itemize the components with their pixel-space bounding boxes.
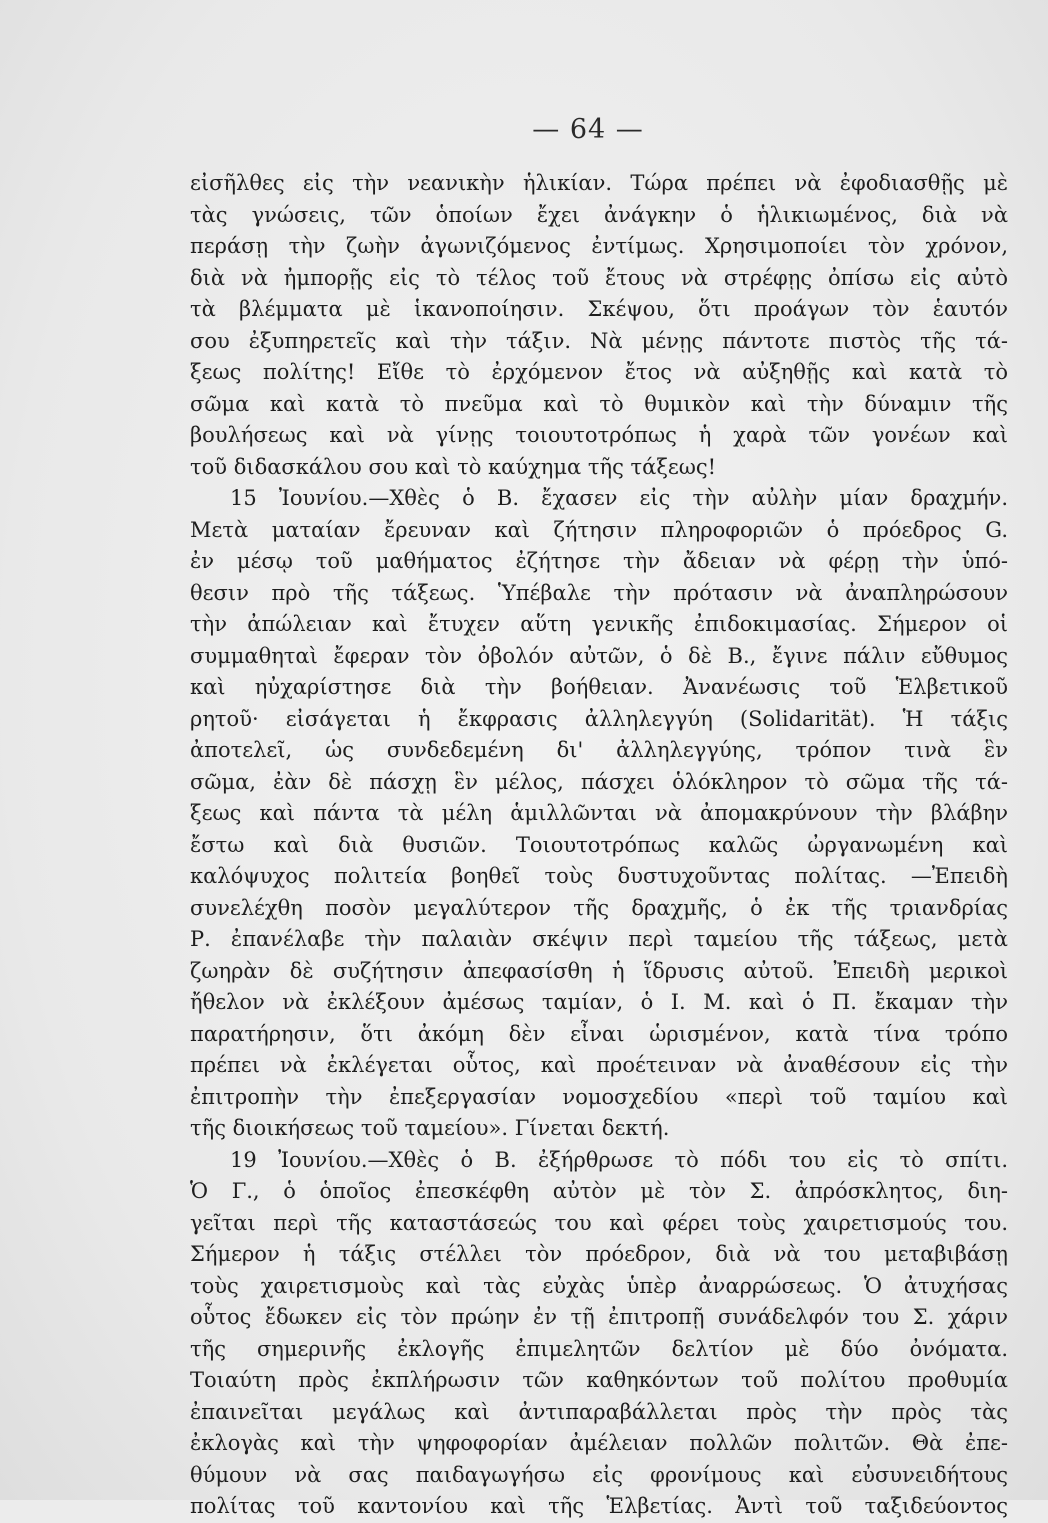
text-line: πρέπει νὰ ἐκλέγεται οὗτος, καὶ προέτειναν νὰ ἀναθέσουν εἰς τὴν (190, 1053, 1008, 1077)
text-line: τὰς γνώσεις, τῶν ὁποίων ἔχει ἀνάγκην ὁ ἡλικιωμένος, διὰ νὰ (190, 202, 1008, 227)
text-line-diary-entry: 15 Ἰουνίου.—Χθὲς ὁ Β. ἔχασεν εἰς τὴν αὐλὴν μίαν δραχμήν. (230, 486, 1008, 510)
text-line: ἐπιτροπὴν τὴν ἐπεξεργασίαν νομοσχεδίου «περὶ τοῦ ταμίου καὶ (190, 1084, 1008, 1109)
text-line: σῶμα, ἐὰν δὲ πάσχῃ ἓν μέλος, πάσχει ὁλόκληρον τὸ σῶμα τῆς τά- (190, 769, 1008, 794)
text-line: ρητοῦ· εἰσάγεται ἡ ἔκφρασις ἀλληλεγγύη (Solidarität). Ἡ τάξις (190, 706, 1008, 731)
text-line: Τοιαύτη πρὸς ἐκπλήρωσιν τῶν καθηκόντων τοῦ πολίτου προθυμία (190, 1368, 1008, 1392)
text-line: οὗτος ἔδωκεν εἰς τὸν πρώην ἐν τῇ ἐπιτροπῇ συνάδελφόν του Σ. χάριν (190, 1305, 1008, 1329)
text-line: καλόψυχος πολιτεία βοηθεῖ τοὺς δυστυχοῦντας πολίτας. —Ἐπειδὴ (190, 864, 1008, 888)
text-line: Μετὰ ματαίαν ἔρευναν καὶ ζήτησιν πληροφοριῶν ὁ πρόεδρος G. (190, 517, 1008, 542)
text-line: βουλήσεως καὶ νὰ γίνῃς τοιουτοτρόπως ἡ χαρὰ τῶν γονέων καὶ (190, 423, 1008, 447)
text-line: τοῦ διδασκάλου σου καὶ τὸ καύχημα τῆς τάξεως! (190, 454, 717, 479)
text-line: πολίτας τοῦ καντονίου καὶ τῆς Ἑλβετίας. Ἀντὶ τοῦ ταξιδεύοντος (190, 1494, 1008, 1518)
body-text (190, 168, 1008, 1523)
text-line: ἐκλογὰς καὶ τὴν ψηφοφορίαν ἀμέλειαν πολλῶν πολιτῶν. Θὰ ἐπε- (190, 1431, 1008, 1455)
text-line: θύμουν νὰ σας παιδαγωγήσω εἰς φρονίμους καὶ εὐσυνειδήτους (190, 1462, 1008, 1487)
text-line: ἀποτελεῖ, ὡς συνδεδεμένη δι' ἀλληλεγγύης, τρόπον τινὰ ἓν (190, 738, 1008, 762)
text-line-diary-entry: 19 Ἰουνίου.—Χθὲς ὁ Β. ἐξήρθρωσε τὸ πόδι του εἰς τὸ σπίτι. (230, 1147, 1008, 1172)
text-line: διὰ νὰ ἠμπορῇς εἰς τὸ τέλος τοῦ ἔτους νὰ στρέφῃς ὀπίσω εἰς αὐτὸ (190, 265, 1008, 290)
text-line: ξεως πολίτης! Εἴθε τὸ ἐρχόμενον ἔτος νὰ αὐξηθῇς καὶ κατὰ τὸ (190, 360, 1008, 384)
text-line: γεῖται περὶ τῆς καταστάσεώς του καὶ φέρει τοὺς χαιρετισμούς του. (190, 1210, 1008, 1235)
text-line: εἰσῆλθες εἰς τὴν νεανικὴν ἡλικίαν. Τώρα πρέπει νὰ ἐφοδιασθῇς μὲ (190, 171, 1008, 195)
text-line: Ρ. ἐπανέλαβε τὴν παλαιὰν σκέψιν περὶ ταμείου τῆς τάξεως, μετὰ (190, 927, 1008, 951)
text-line: τὴν ἀπώλειαν καὶ ἔτυχεν αὕτη γενικῆς ἐπιδοκιμασίας. Σήμερον οἱ (190, 612, 1008, 636)
text-line: παρατήρησιν, ὅτι ἀκόμη δὲν εἶναι ὡρισμένον, κατὰ τίνα τρόπο (190, 1021, 1008, 1046)
text-line: ἐπαινεῖται μεγάλως καὶ ἀντιπαραβάλλεται πρὸς τὴν πρὸς τὰς (190, 1399, 1008, 1424)
text-line: τῆς διοικήσεως τοῦ ταμείου». Γίνεται δεκτή. (190, 1116, 670, 1140)
text-line: συμμαθηταὶ ἔφεραν τὸν ὀβολόν αὐτῶν, ὁ δὲ Β., ἔγινε πάλιν εὔθυμος (190, 643, 1008, 668)
text-line: ζωηρὰν δὲ συζήτησιν ἀπεφασίσθη ἡ ἵδρυσις αὐτοῦ. Ἐπειδὴ μερικοὶ (190, 958, 1008, 983)
text-line: ἤθελον νὰ ἐκλέξουν ἀμέσως ταμίαν, ὁ Ι. Μ. καὶ ὁ Π. ἔκαμαν τὴν (190, 990, 1008, 1014)
text-line: σου ἐξυπηρετεῖς καὶ τὴν τάξιν. Νὰ μένῃς πάντοτε πιστὸς τῆς τά- (190, 328, 1008, 353)
text-line: ξεως καὶ πάντα τὰ μέλη ἁμιλλῶνται νὰ ἀπομακρύνουν τὴν βλάβην (190, 801, 1008, 825)
text-line: καὶ ηὐχαρίστησε διὰ τὴν βοήθειαν. Ἀνανέωσις τοῦ Ἑλβετικοῦ (190, 675, 1008, 699)
text-line: περάσῃ τὴν ζωὴν ἀγωνιζόμενος ἐντίμως. Χρησιμοποίει τὸν χρόνον, (190, 234, 1008, 258)
text-line: ἐν μέσῳ τοῦ μαθήματος ἐζήτησε τὴν ἄδειαν νὰ φέρῃ τὴν ὑπό- (190, 549, 1008, 573)
page-number: — 64 — (532, 114, 644, 145)
text-line: τὰ βλέμματα μὲ ἱκανοποίησιν. Σκέψου, ὅτι προάγων τὸν ἑαυτόν (190, 297, 1008, 321)
text-line: θεσιν πρὸ τῆς τάξεως. Ὑπέβαλε τὴν πρότασιν νὰ ἀναπληρώσουν (190, 580, 1008, 605)
text-line: συνελέχθη ποσὸν μεγαλύτερον τῆς δραχμῆς, ὁ ἐκ τῆς τριανδρίας (190, 895, 1008, 920)
text-line: Σήμερον ἡ τάξις στέλλει τὸν πρόεδρον, διὰ νὰ του μεταβιβάσῃ (190, 1242, 1008, 1266)
text-line: σῶμα καὶ κατὰ τὸ πνεῦμα καὶ τὸ θυμικὸν καὶ τὴν δύναμιν τῆς (190, 391, 1008, 416)
text-line: Ὁ Γ., ὁ ὁποῖος ἐπεσκέφθη αὐτὸν μὲ τὸν Σ. ἀπρόσκλητος, διη- (190, 1179, 1008, 1203)
text-line: ἔστω καὶ διὰ θυσιῶν. Τοιουτοτρόπως καλῶς ὠργανωμένη καὶ (190, 832, 1008, 857)
text-line: τῆς σημερινῆς ἐκλογῆς ἐπιμελητῶν δελτίον μὲ δύο ὀνόματα. (190, 1336, 1008, 1361)
text-line: τοὺς χαιρετισμοὺς καὶ τὰς εὐχὰς ὑπὲρ ἀναρρώσεως. Ὁ ἀτυχήσας (190, 1273, 1008, 1298)
